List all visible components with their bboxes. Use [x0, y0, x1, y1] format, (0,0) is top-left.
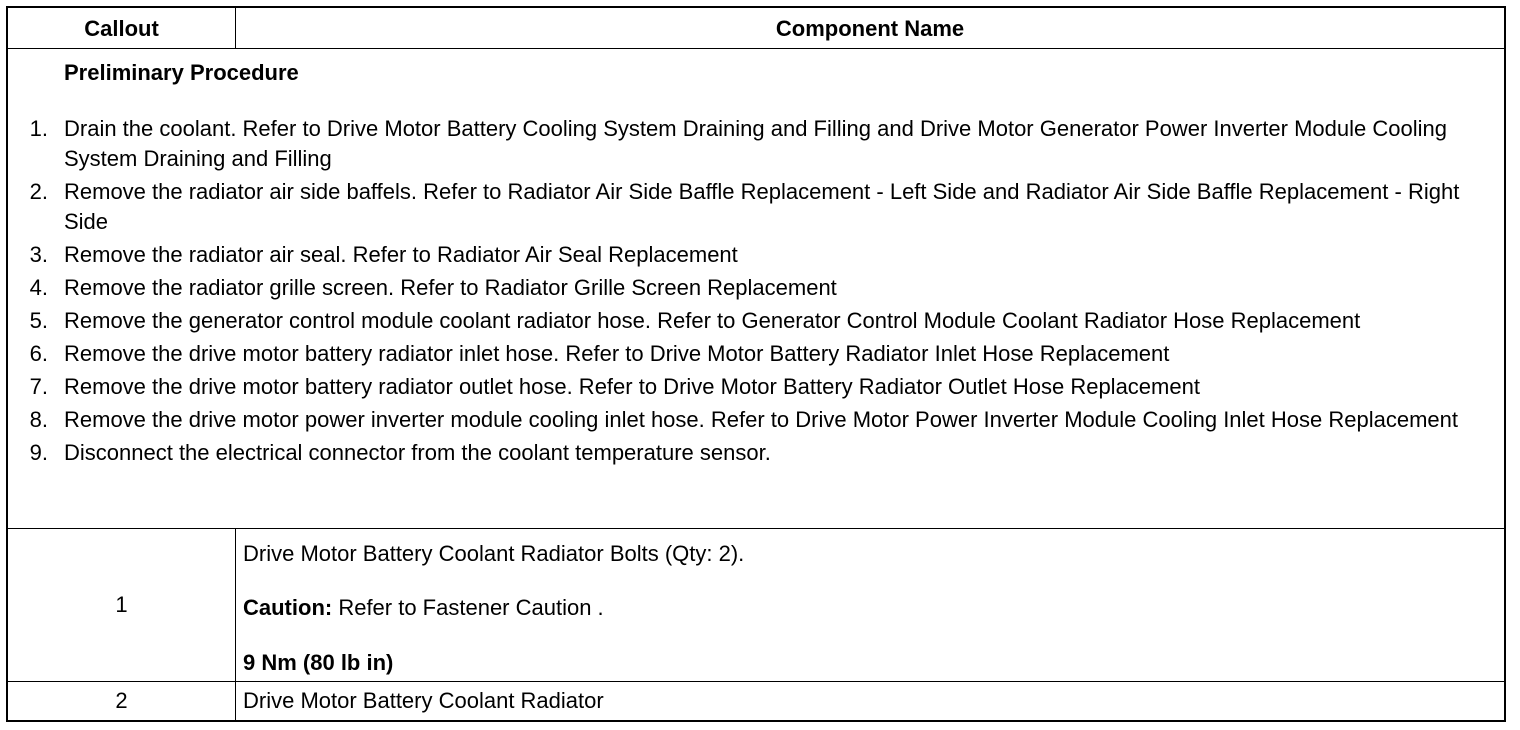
component-name-column-header: Component Name	[775, 15, 965, 41]
step-item	[8, 405, 1498, 435]
step-item	[8, 240, 1498, 270]
component-name-cell	[243, 529, 1498, 681]
step-number: 1.	[29, 116, 48, 141]
table-header-row	[8, 8, 1504, 49]
step-text: Remove the drive motor battery radiator inlet hose. Refer to Drive Motor Battery Radiator Inlet Hose Replacement	[64, 341, 1170, 366]
step-item	[8, 306, 1498, 336]
component-name-text: Drive Motor Battery Coolant Radiator Bolts (Qty: 2).	[243, 541, 745, 566]
step-text: Remove the generator control module coolant radiator hose. Refer to Generator Control Module Coolant Radiator Hose Replacement	[64, 308, 1361, 333]
table-row	[8, 682, 1504, 720]
step-text: Remove the radiator air side baffels. Refer to Radiator Air Side Baffle Replacement - Left Side and Radiator Air Side Baffle Replacement - Right Side	[64, 179, 1460, 234]
step-text: Remove the radiator air seal. Refer to Radiator Air Seal Replacement	[64, 242, 738, 267]
step-number: 9.	[29, 440, 48, 465]
step-number: 8.	[29, 407, 48, 432]
preliminary-procedure-title: Preliminary Procedure	[64, 60, 299, 85]
step-item	[8, 177, 1498, 237]
step-text: Remove the radiator grille screen. Refer to Radiator Grille Screen Replacement	[64, 275, 837, 300]
caution-text: Refer to Fastener Caution .	[332, 595, 604, 620]
step-text: Disconnect the electrical connector from the coolant temperature sensor.	[64, 440, 771, 465]
step-text: Remove the drive motor battery radiator outlet hose. Refer to Drive Motor Battery Radiator Outlet Hose Replacement	[64, 374, 1200, 399]
caution-label: Caution:	[243, 595, 333, 620]
step-item	[8, 339, 1498, 369]
caution-note	[243, 595, 604, 621]
step-text: Drain the coolant. Refer to Drive Motor Battery Cooling System Draining and Filling and Drive Motor Generator Power Inverter Module Cooling System Draining and Filling	[64, 116, 1447, 171]
step-item	[8, 438, 1498, 468]
component-name-cell	[243, 682, 1498, 720]
table-row	[8, 529, 1504, 682]
callout-cell: 1	[8, 529, 236, 681]
step-number: 7.	[29, 374, 48, 399]
step-item	[8, 114, 1498, 174]
procedure-table	[6, 6, 1506, 722]
callout-column-header: Callout	[8, 8, 236, 49]
step-number: 3.	[29, 242, 48, 267]
preliminary-steps-list	[8, 114, 1498, 471]
step-number: 4.	[29, 275, 48, 300]
callout-cell: 2	[8, 682, 236, 720]
preliminary-procedure-section	[8, 49, 1504, 529]
step-number: 2.	[29, 179, 48, 204]
step-text: Remove the drive motor power inverter module cooling inlet hose. Refer to Drive Motor Power Inverter Module Cooling Inlet Hose Replacement	[64, 407, 1458, 432]
step-item	[8, 273, 1498, 303]
torque-spec: 9 Nm (80 lb in)	[243, 650, 394, 675]
component-name-text: Drive Motor Battery Coolant Radiator	[243, 688, 604, 713]
step-number: 6.	[29, 341, 48, 366]
step-item	[8, 372, 1498, 402]
step-number: 5.	[29, 308, 48, 333]
